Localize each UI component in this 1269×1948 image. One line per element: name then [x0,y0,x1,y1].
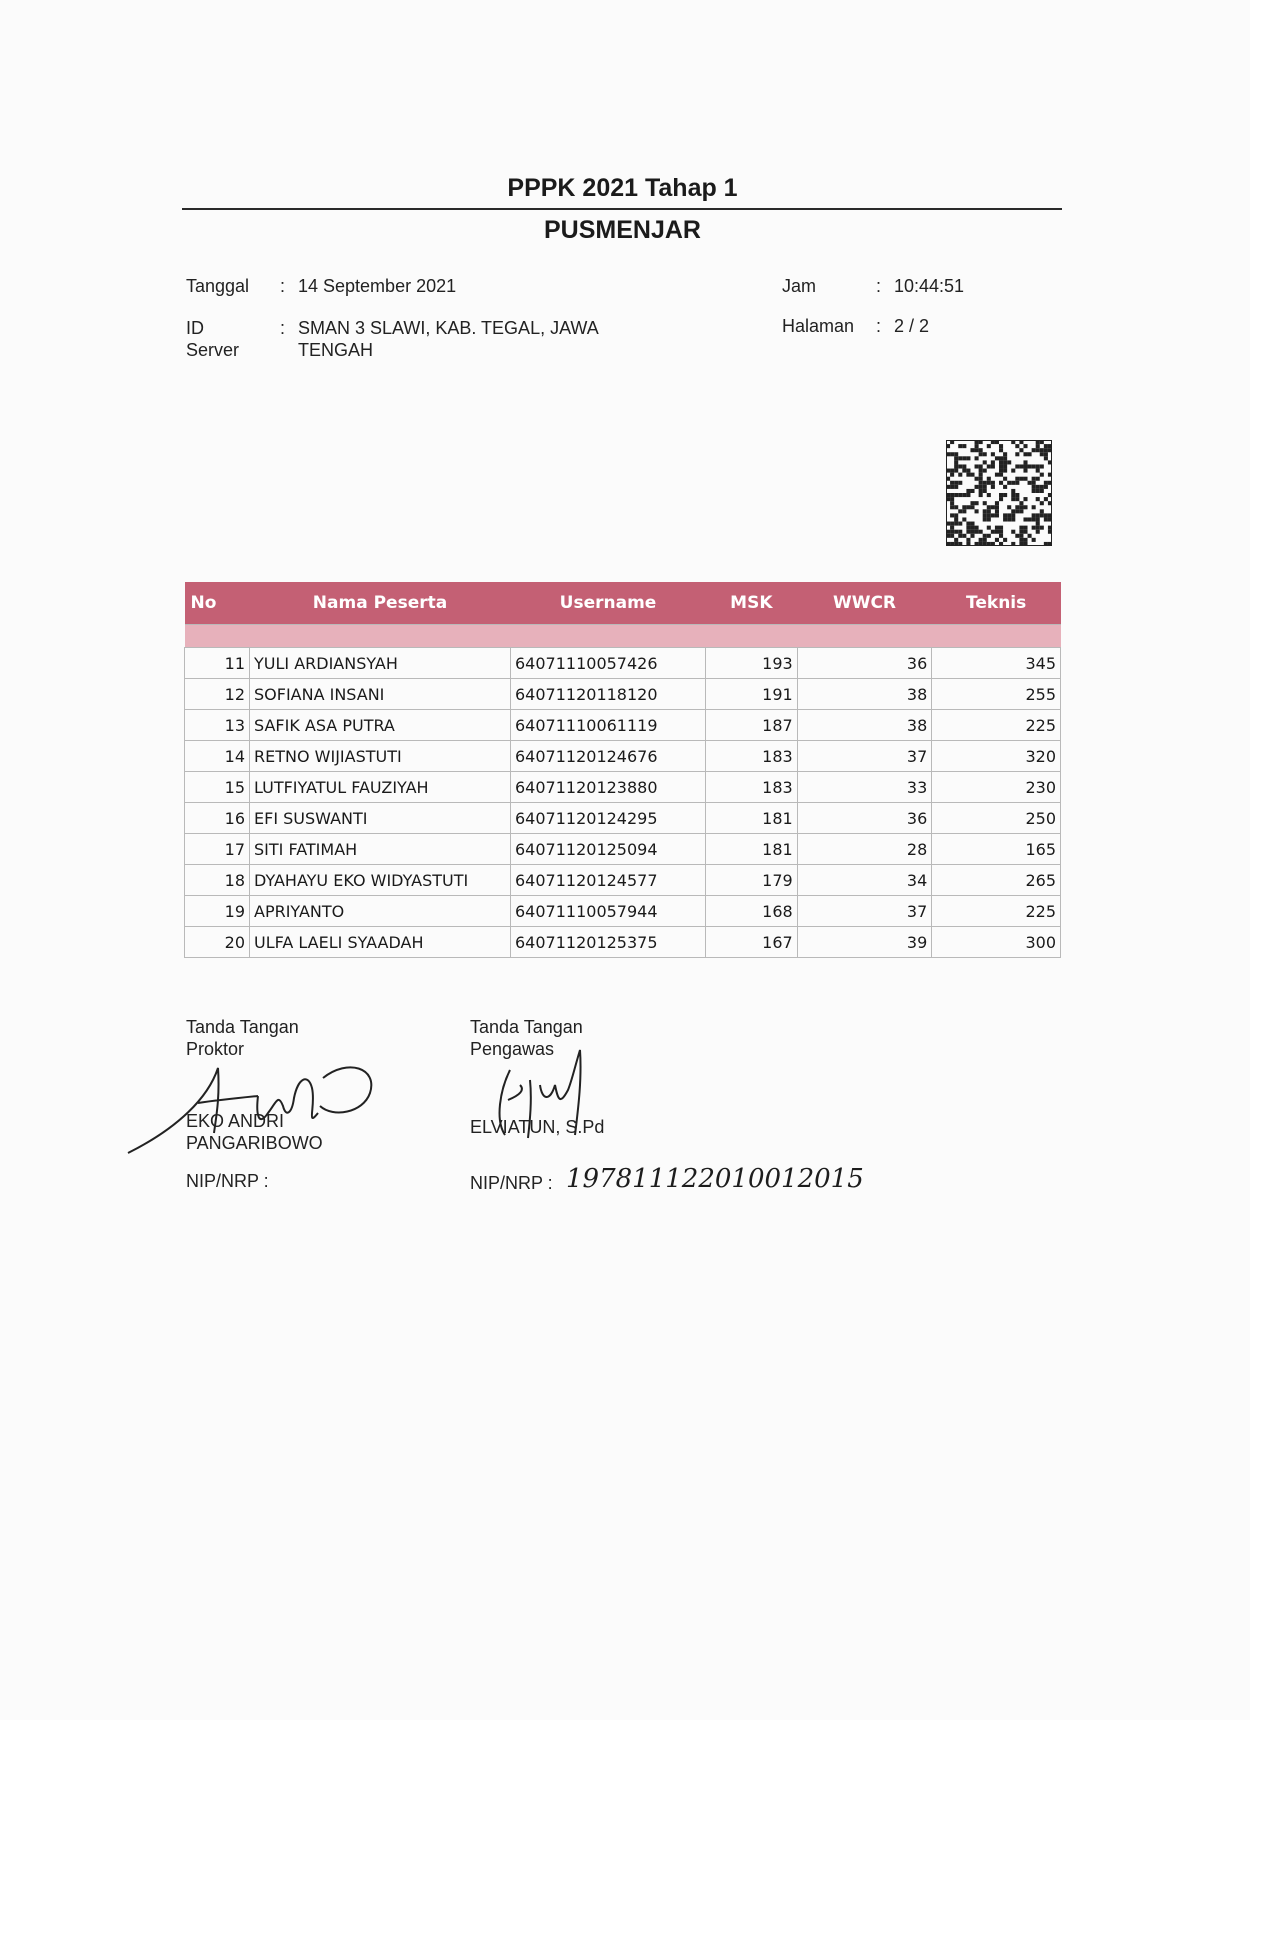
row-msk: 193 [706,648,798,679]
header-band [185,625,1061,648]
row-no: 19 [185,896,250,927]
row-no: 20 [185,927,250,958]
server-value-line2: TENGAH [298,340,374,360]
row-msk: 179 [706,865,798,896]
table-row [185,834,1061,865]
row-no: 11 [185,648,250,679]
row-wwcr: 38 [797,679,932,710]
row-nama: SITI FATIMAH [250,834,511,865]
row-no: 14 [185,741,250,772]
row-teknis: 300 [932,927,1061,958]
row-wwcr: 38 [797,710,932,741]
row-username: 64071120125375 [511,927,706,958]
server-colon: : [280,318,286,338]
proktor-role-label: Proktor [186,1039,245,1059]
row-teknis: 225 [932,710,1061,741]
col-header-username: Username [511,582,706,625]
row-msk: 191 [706,679,798,710]
table-row [185,927,1061,958]
row-username: 64071120124577 [511,865,706,896]
pengawas-role-label: Pengawas [470,1039,555,1059]
row-teknis: 320 [932,741,1061,772]
row-username: 64071120118120 [511,679,706,710]
row-teknis: 225 [932,896,1061,927]
table-row [185,772,1061,803]
pengawas-sign-label: Tanda Tangan [470,1017,583,1037]
qr-code-icon [946,440,1052,546]
document-subtitle: PUSMENJAR [544,216,701,244]
title-divider [182,208,1062,210]
row-username: 64071120125094 [511,834,706,865]
table-row [185,803,1061,834]
row-username: 64071110061119 [511,710,706,741]
table-header-row [185,582,1061,625]
pengawas-nip-handwritten: 197811122010012015 [566,1164,864,1194]
row-teknis: 255 [932,679,1061,710]
row-no: 15 [185,772,250,803]
row-username: 64071120124295 [511,803,706,834]
results-body [185,648,1061,958]
server-label: Server [186,340,240,360]
row-msk: 181 [706,803,798,834]
table-row [185,741,1061,772]
row-no: 12 [185,679,250,710]
row-teknis: 230 [932,772,1061,803]
jam-colon: : [876,276,882,296]
row-nama: ULFA LAELI SYAADAH [250,927,511,958]
pengawas-nip-label: NIP/NRP : [470,1173,553,1193]
row-nama: DYAHAYU EKO WIDYASTUTI [250,865,511,896]
row-nama: EFI SUSWANTI [250,803,511,834]
row-no: 13 [185,710,250,741]
row-username: 64071120124676 [511,741,706,772]
row-msk: 181 [706,834,798,865]
row-nama: APRIYANTO [250,896,511,927]
row-nama: SAFIK ASA PUTRA [250,710,511,741]
table-row [185,710,1061,741]
row-no: 17 [185,834,250,865]
row-nama: SOFIANA INSANI [250,679,511,710]
jam-label: Jam [782,276,817,296]
row-username: 64071110057426 [511,648,706,679]
table-row [185,679,1061,710]
jam-value: 10:44:51 [894,276,965,296]
row-msk: 168 [706,896,798,927]
tanggal-colon: : [280,276,286,296]
row-wwcr: 34 [797,865,932,896]
row-wwcr: 39 [797,927,932,958]
row-username: 64071120123880 [511,772,706,803]
table-row [185,865,1061,896]
table-row [185,648,1061,679]
row-msk: 183 [706,741,798,772]
tanggal-value: 14 September 2021 [298,276,457,296]
proktor-name-line1: EKO ANDRI [186,1111,285,1131]
pengawas-name: ELVIATUN, S.Pd [470,1117,605,1137]
row-msk: 183 [706,772,798,803]
row-teknis: 345 [932,648,1061,679]
row-wwcr: 36 [797,648,932,679]
col-header-nama: Nama Peserta [250,582,511,625]
tanggal-label: Tanggal [186,276,250,296]
row-wwcr: 28 [797,834,932,865]
halaman-colon: : [876,316,882,336]
row-nama: LUTFIYATUL FAUZIYAH [250,772,511,803]
row-teknis: 165 [932,834,1061,865]
col-header-msk: MSK [706,582,798,625]
row-wwcr: 37 [797,896,932,927]
proktor-nip-label: NIP/NRP : [186,1171,269,1191]
row-wwcr: 36 [797,803,932,834]
table-row [185,896,1061,927]
results-table [184,582,1061,958]
row-msk: 187 [706,710,798,741]
col-header-teknis: Teknis [932,582,1061,625]
col-header-no: No [185,582,250,625]
row-msk: 167 [706,927,798,958]
row-wwcr: 33 [797,772,932,803]
document-title: PPPK 2021 Tahap 1 [507,174,738,202]
proktor-name-line2: PANGARIBOWO [186,1133,323,1153]
row-no: 18 [185,865,250,896]
row-no: 16 [185,803,250,834]
proktor-sign-label: Tanda Tangan [186,1017,299,1037]
halaman-label: Halaman [782,316,855,336]
id-label: ID [186,318,204,338]
row-nama: RETNO WIJIASTUTI [250,741,511,772]
row-nama: YULI ARDIANSYAH [250,648,511,679]
row-teknis: 250 [932,803,1061,834]
halaman-value: 2 / 2 [894,316,930,336]
row-username: 64071110057944 [511,896,706,927]
server-value-line1: SMAN 3 SLAWI, KAB. TEGAL, JAWA [298,318,599,338]
row-wwcr: 37 [797,741,932,772]
row-teknis: 265 [932,865,1061,896]
col-header-wwcr: WWCR [797,582,932,625]
